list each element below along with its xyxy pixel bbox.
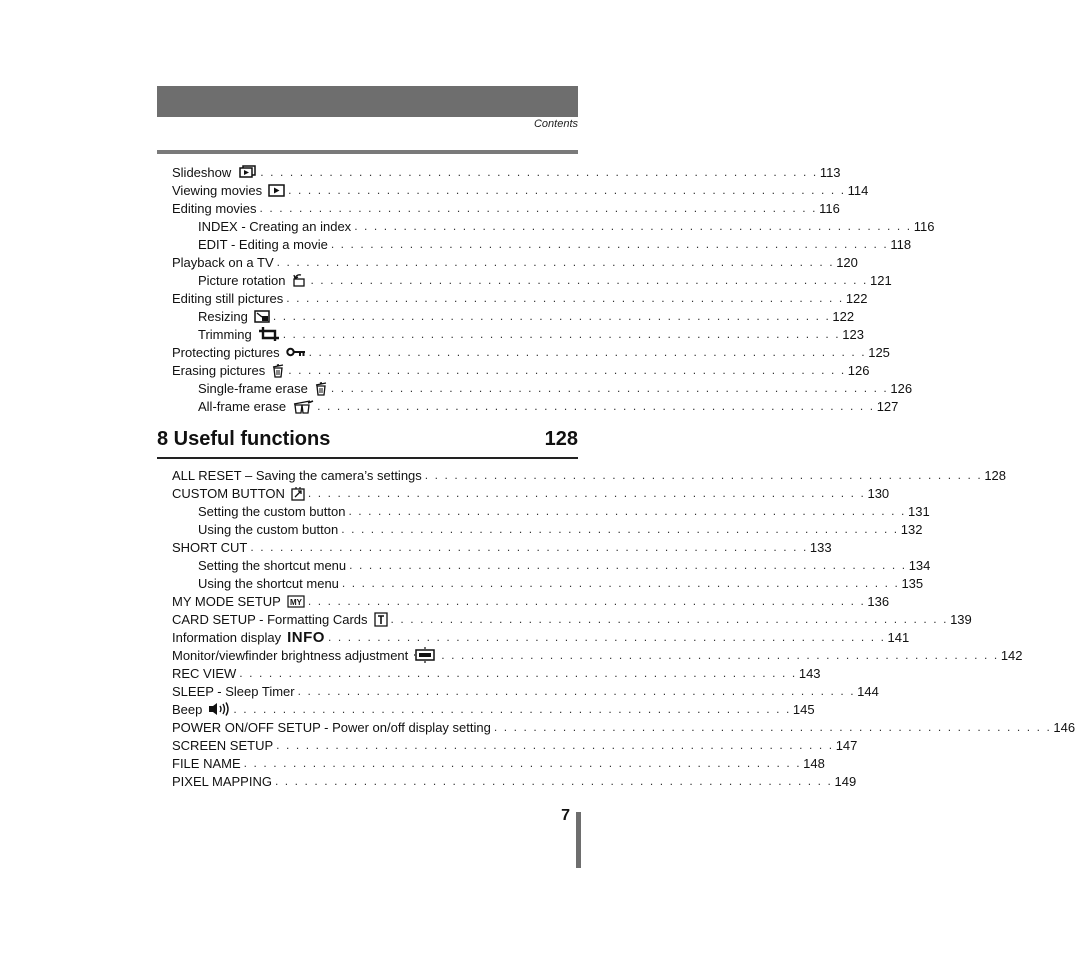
custom-button-icon xyxy=(291,486,305,501)
toc-entry[interactable] xyxy=(157,163,841,181)
toc-entry-page: 122 xyxy=(845,290,868,306)
dot-leader: . . . . . . . . . . . . . . . . . . . . . . . . . . . . . . . . . . . . . . . . . . . . . . . . . . . . . . . . . xyxy=(349,558,907,572)
toc-entry[interactable] xyxy=(157,574,924,592)
toc-entry-label: MY MODE SETUP xyxy=(172,593,281,609)
svg-text:MY: MY xyxy=(289,598,302,607)
toc-entry-page: 128 xyxy=(984,467,1007,483)
toc-entry-label: SCREEN SETUP xyxy=(172,737,274,753)
toc-entry[interactable] xyxy=(157,718,1075,736)
toc-entry-page: 147 xyxy=(835,737,858,753)
dot-leader: . . . . . . . . . . . . . . . . . . . . . . . . . . . . . . . . . . . . . . . . . . . . . . . . . . . . . . . . . xyxy=(310,273,868,287)
toc-entry-label: Editing movies xyxy=(172,200,257,216)
toc-entry-page: 116 xyxy=(913,218,935,234)
dot-leader: . . . . . . . . . . . . . . . . . . . . . . . . . . . . . . . . . . . . . . . . . . . . . . . . . . . . . . . . . xyxy=(327,630,886,644)
dot-leader: . . . . . . . . . . . . . . . . . . . . . . . . . . . . . . . . . . . . . . . . . . . . . . . . . . . . . . . . . xyxy=(330,381,889,395)
toc-entry[interactable] xyxy=(157,181,869,199)
dot-leader: . . . . . . . . . . . . . . . . . . . . . . . . . . . . . . . . . . . . . . . . . . . . . . . . . . . . . . . . . xyxy=(441,648,999,662)
toc-entry-page: 142 xyxy=(1000,647,1023,663)
toc-entry-label: Beep xyxy=(172,701,203,717)
toc-entry-label: Playback on a TV xyxy=(172,254,274,270)
toc-entry-label: Single-frame erase xyxy=(198,380,308,396)
toc-entry-page: 149 xyxy=(834,773,857,789)
toc-entry[interactable] xyxy=(157,484,890,502)
toc-entry-label: INDEX - Creating an index xyxy=(198,218,352,234)
page-edge-tab xyxy=(576,812,581,868)
beep-sound-icon xyxy=(208,702,230,716)
toc-entry-label: Viewing movies xyxy=(172,182,263,198)
toc-entry[interactable] xyxy=(157,520,923,538)
dot-leader: . . . . . . . . . . . . . . . . . . . . . . . . . . . . . . . . . . . . . . . . . . . . . . . . . . . . . . . . . xyxy=(307,594,866,608)
toc-entry[interactable] xyxy=(157,664,821,682)
toc-entry-page: 139 xyxy=(950,611,972,627)
toc-entry[interactable] xyxy=(157,361,870,379)
toc-entry[interactable] xyxy=(157,325,864,343)
toc-entry[interactable] xyxy=(157,253,858,271)
toc-entry-page: 126 xyxy=(890,380,913,396)
dot-leader: . . . . . . . . . . . . . . . . . . . . . . . . . . . . . . . . . . . . . . . . . . . . . . . . . . . . . . . . . xyxy=(341,522,899,536)
toc-list-part1 xyxy=(157,163,935,415)
dot-leader: . . . . . . . . . . . . . . . . . . . . . . . . . . . . . . . . . . . . . . . . . . . . . . . . . . . . . . . . . xyxy=(233,702,791,716)
toc-entry-label: FILE NAME xyxy=(172,755,241,771)
dot-leader: . . . . . . . . . . . . . . . . . . . . . . . . . . . . . . . . . . . . . . . . . . . . . . . . . . . . . . . . . xyxy=(493,720,1052,734)
toc-entry-label: Setting the shortcut menu xyxy=(198,557,347,573)
toc-entry-label: POWER ON/OFF SETUP - Power on/off display setting xyxy=(172,719,491,735)
toc-entry-label: CUSTOM BUTTON xyxy=(172,485,285,501)
dot-leader: . . . . . . . . . . . . . . . . . . . . . . . . . . . . . . . . . . . . . . . . . . . . . . . . . . . . . . . . . xyxy=(276,738,834,752)
toc-entry-label: Using the custom button xyxy=(198,521,339,537)
toc-entry[interactable] xyxy=(157,538,832,556)
dot-leader: . . . . . . . . . . . . . . . . . . . . . . . . . . . . . . . . . . . . . . . . . . . . . . . . . . . . . . . . . xyxy=(250,540,808,554)
page-number: 7 xyxy=(561,807,570,824)
monitor-brightness-icon xyxy=(414,647,438,663)
toc-entry-label: Resizing xyxy=(198,308,248,324)
toc-entry-label: Trimming xyxy=(198,326,252,342)
dot-leader: . . . . . . . . . . . . . . . . . . . . . . . . . . . . . . . . . . . . . . . . . . . . . . . . . . . . . . . . . xyxy=(276,255,835,269)
dot-leader: . . . . . . . . . . . . . . . . . . . . . . . . . . . . . . . . . . . . . . . . . . . . . . . . . . . . . . . . . xyxy=(274,774,833,788)
section-label: Contents xyxy=(533,118,578,130)
toc-entry[interactable] xyxy=(157,217,935,235)
toc-entry-label: Protecting pictures xyxy=(172,344,280,360)
dot-leader: . . . . . . . . . . . . . . . . . . . . . . . . . . . . . . . . . . . . . . . . . . . . . . . . . . . . . . . . . xyxy=(308,345,867,359)
toc-entry[interactable] xyxy=(157,646,1023,664)
toc-entry-page: 145 xyxy=(792,701,815,717)
toc-entry[interactable] xyxy=(157,754,825,772)
toc-entry-page: 116 xyxy=(819,200,840,216)
rotation-icon xyxy=(291,273,307,287)
chapter-page: 128 xyxy=(544,427,578,450)
toc-entry-label: SLEEP - Sleep Timer xyxy=(172,683,295,699)
play-movie-icon xyxy=(268,184,285,197)
toc-entry-page: 132 xyxy=(900,521,923,537)
header-rule xyxy=(157,150,578,154)
toc-entry-page: 135 xyxy=(901,575,924,591)
erase-all-icon xyxy=(292,399,314,414)
dot-leader: . . . . . . . . . . . . . . . . . . . . . . . . . . . . . . . . . . . . . . . . . . . . . . . . . . . . . . . . . xyxy=(348,504,906,518)
toc-entry-page: 114 xyxy=(847,182,869,198)
toc-entry-label: PIXEL MAPPING xyxy=(172,773,272,789)
toc-entry[interactable] xyxy=(157,343,890,361)
info-icon-text: INFO xyxy=(287,628,325,646)
dot-leader: . . . . . . . . . . . . . . . . . . . . . . . . . . . . . . . . . . . . . . . . . . . . . . . . . . . . . . . . . xyxy=(288,363,846,377)
toc-entry-page: 126 xyxy=(847,362,870,378)
toc-entry[interactable] xyxy=(157,610,972,628)
dot-leader: . . . . . . . . . . . . . . . . . . . . . . . . . . . . . . . . . . . . . . . . . . . . . . . . . . . . . . . . . xyxy=(259,201,818,215)
toc-entry-label: All-frame erase xyxy=(198,398,287,414)
toc-entry[interactable] xyxy=(157,700,815,718)
slideshow-icon xyxy=(237,165,257,179)
dot-leader: . . . . . . . . . . . . . . . . . . . . . . . . . . . . . . . . . . . . . . . . . . . . . . . . . . . . . . . . . xyxy=(243,756,802,770)
toc-entry-label: EDIT - Editing a movie xyxy=(198,236,328,252)
toc-entry[interactable] xyxy=(157,502,930,520)
toc-entry-page: 148 xyxy=(803,755,825,771)
toc-entry-page: 141 xyxy=(887,629,910,645)
toc-entry-page: 143 xyxy=(798,665,821,681)
toc-entry[interactable] xyxy=(157,556,931,574)
toc-entry[interactable] xyxy=(157,592,890,610)
toc-entry[interactable] xyxy=(157,289,868,307)
dot-leader: . . . . . . . . . . . . . . . . . . . . . . . . . . . . . . . . . . . . . . . . . . . . . . . . . . . . . . . . . xyxy=(288,183,846,197)
toc-entry-page: 120 xyxy=(836,254,858,270)
toc-entry-label: ALL RESET – Saving the camera’s settings xyxy=(172,467,422,483)
toc-entry-page: 125 xyxy=(868,344,890,360)
toc-entry-page: 136 xyxy=(867,593,890,609)
dot-leader: . . . . . . . . . . . . . . . . . . . . . . . . . . . . . . . . . . . . . . . . . . . . . . . . . . . . . . . . . xyxy=(317,399,875,413)
toc-entry[interactable] xyxy=(157,466,1007,484)
toc-entry-page: 133 xyxy=(809,539,832,555)
toc-entry-label: Monitor/viewfinder brightness adjustment xyxy=(172,647,409,663)
toc-entry-page: 144 xyxy=(857,683,879,699)
toc-entry[interactable] xyxy=(157,628,910,646)
toc-entry[interactable] xyxy=(157,271,892,289)
dot-leader: . . . . . . . . . . . . . . . . . . . . . . . . . . . . . . . . . . . . . . . . . . . . . . . . . . . . . . . . . xyxy=(286,291,844,305)
toc-entry-label: Erasing pictures xyxy=(172,362,266,378)
chapter-heading[interactable] xyxy=(157,424,578,454)
toc-entry-page: 123 xyxy=(842,326,864,342)
toc-entry-page: 118 xyxy=(890,236,912,252)
erase-icon xyxy=(314,381,328,396)
toc-entry-label: Using the shortcut menu xyxy=(198,575,339,591)
toc-entry-page: 130 xyxy=(867,485,890,501)
header-bar xyxy=(157,86,578,117)
toc-entry[interactable] xyxy=(157,397,899,415)
toc-entry-label: Information display xyxy=(172,629,282,645)
dot-leader: . . . . . . . . . . . . . . . . . . . . . . . . . . . . . . . . . . . . . . . . . . . . . . . . . . . . . . . . . xyxy=(260,165,818,179)
trim-icon xyxy=(258,326,280,342)
dot-leader: . . . . . . . . . . . . . . . . . . . . . . . . . . . . . . . . . . . . . . . . . . . . . . . . . . . . . . . . . xyxy=(330,237,889,251)
toc-entry-label: SHORT CUT xyxy=(172,539,248,555)
dot-leader: . . . . . . . . . . . . . . . . . . . . . . . . . . . . . . . . . . . . . . . . . . . . . . . . . . . . . . . . . xyxy=(282,327,841,341)
dot-leader: . . . . . . . . . . . . . . . . . . . . . . . . . . . . . . . . . . . . . . . . . . . . . . . . . . . . . . . . . xyxy=(239,666,797,680)
toc-entry-page: 113 xyxy=(819,164,841,180)
my-mode-icon xyxy=(287,594,305,608)
toc-entry[interactable] xyxy=(157,736,858,754)
info-icon xyxy=(287,629,325,646)
toc-entry-label: Editing still pictures xyxy=(172,290,284,306)
erase-icon xyxy=(271,363,285,378)
toc-entry[interactable] xyxy=(157,307,855,325)
toc-entry-label: CARD SETUP - Formatting Cards xyxy=(172,611,368,627)
dot-leader: . . . . . . . . . . . . . . . . . . . . . . . . . . . . . . . . . . . . . . . . . . . . . . . . . . . . . . . . . xyxy=(424,468,983,482)
toc-entry-page: 131 xyxy=(907,503,930,519)
toc-entry-label: Slideshow xyxy=(172,164,232,180)
toc-entry-label: REC VIEW xyxy=(172,665,237,681)
protect-key-icon xyxy=(286,347,306,357)
toc-entry[interactable] xyxy=(157,682,879,700)
chapter-title: 8 Useful functions xyxy=(157,427,331,450)
toc-entry[interactable] xyxy=(157,235,912,253)
dot-leader: . . . . . . . . . . . . . . . . . . . . . . . . . . . . . . . . . . . . . . . . . . . . . . . . . . . . . . . . . xyxy=(297,684,856,698)
toc-entry-page: 127 xyxy=(876,398,899,414)
toc-list-part2 xyxy=(157,466,1075,790)
toc-entry[interactable] xyxy=(157,379,913,397)
card-icon xyxy=(374,612,388,627)
dot-leader: . . . . . . . . . . . . . . . . . . . . . . . . . . . . . . . . . . . . . . . . . . . . . . . . . . . . . . . . . xyxy=(341,576,900,590)
toc-entry-page: 121 xyxy=(869,272,892,288)
toc-entry-page: 122 xyxy=(832,308,855,324)
resize-icon xyxy=(254,310,270,323)
toc-entry-page: 146 xyxy=(1053,719,1075,735)
toc-entry[interactable] xyxy=(157,199,840,217)
dot-leader: . . . . . . . . . . . . . . . . . . . . . . . . . . . . . . . . . . . . . . . . . . . . . . . . . . . . . . . . . xyxy=(354,219,912,233)
dot-leader: . . . . . . . . . . . . . . . . . . . . . . . . . . . . . . . . . . . . . . . . . . . . . . . . . . . . . . . . . xyxy=(272,309,831,323)
chapter-rule xyxy=(157,457,578,459)
toc-entry[interactable] xyxy=(157,772,857,790)
toc-entry-page: 134 xyxy=(908,557,931,573)
toc-entry-label: Picture rotation xyxy=(198,272,286,288)
dot-leader: . . . . . . . . . . . . . . . . . . . . . . . . . . . . . . . . . . . . . . . . . . . . . . . . . . . . . . . . . xyxy=(307,486,866,500)
dot-leader: . . . . . . . . . . . . . . . . . . . . . . . . . . . . . . . . . . . . . . . . . . . . . . . . . . . . . . . . . xyxy=(390,612,949,626)
toc-entry-label: Setting the custom button xyxy=(198,503,346,519)
